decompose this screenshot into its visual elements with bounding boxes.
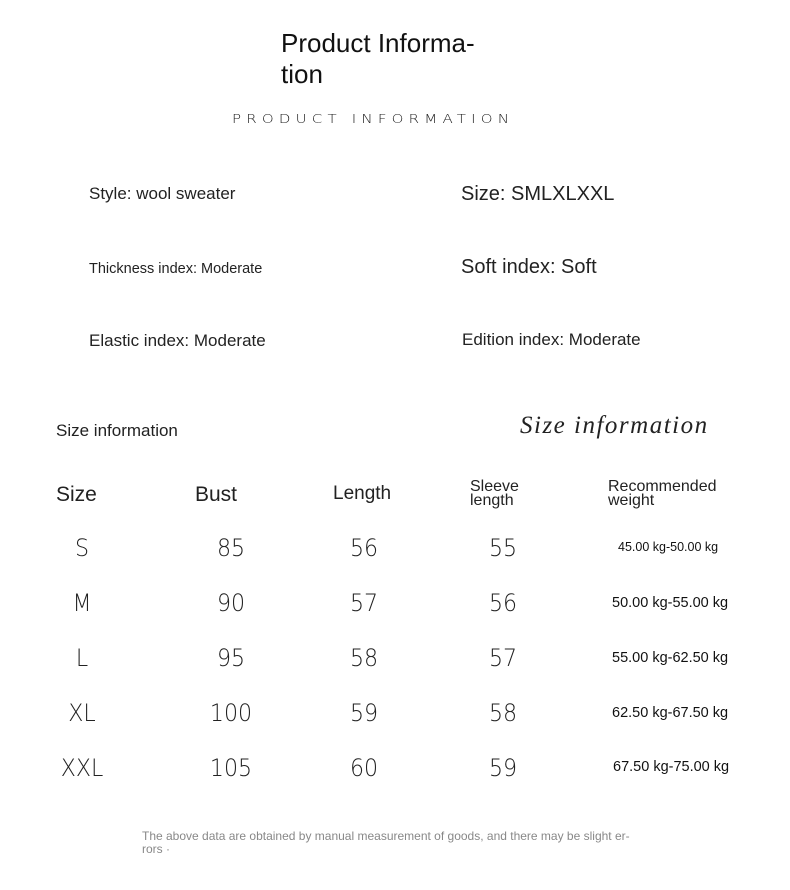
cell-length: 60 [349, 754, 379, 782]
cell-weight: 67.50 kg-75.00 kg [613, 759, 730, 775]
size-info-script-heading: Size information [520, 412, 709, 439]
cell-size: S [74, 534, 90, 562]
attr-elastic: Elastic index: Moderate [89, 331, 266, 350]
attr-size: Size: SMLXLXXL [461, 183, 615, 205]
cell-weight: 62.50 kg-67.50 kg [612, 705, 729, 721]
cell-weight: 50.00 kg-55.00 kg [612, 595, 729, 611]
attr-style: Style: wool sweater [89, 184, 236, 203]
col-header-sleeve: Sleeve length [470, 478, 519, 509]
cell-sleeve: 55 [488, 534, 518, 562]
cell-bust: 85 [216, 534, 246, 562]
cell-bust: 100 [209, 699, 253, 727]
attr-thickness: Thickness index: Moderate [89, 261, 263, 277]
cell-weight: 55.00 kg-62.50 kg [612, 650, 729, 666]
cell-sleeve: 57 [488, 644, 518, 672]
cell-length: 56 [349, 534, 379, 562]
attr-edition: Edition index: Moderate [462, 330, 641, 349]
cell-sleeve: 58 [488, 699, 518, 727]
col-header-size: Size [56, 483, 97, 506]
page-title [281, 28, 475, 90]
cell-bust: 90 [216, 589, 246, 617]
cell-size: XXL [60, 754, 104, 782]
cell-bust: 105 [209, 754, 253, 782]
cell-sleeve: 59 [488, 754, 518, 782]
col-header-length: Length [333, 483, 392, 504]
cell-length: 57 [349, 589, 379, 617]
cell-size: XL [68, 699, 96, 727]
measurement-footnote: The above data are obtained by manual measurement of goods, and there may be slight er-rors · [142, 829, 630, 856]
cell-size: L [75, 644, 89, 672]
col-header-weight: Recommended weight [608, 478, 717, 509]
cell-length: 58 [349, 644, 379, 672]
cell-sleeve: 56 [488, 589, 518, 617]
page-title-line-1: Product Informa- [281, 28, 475, 58]
page-title-line-2: tion [281, 59, 323, 89]
size-info-heading: Size information [56, 421, 178, 440]
cell-length: 59 [349, 699, 379, 727]
cell-bust: 95 [216, 644, 246, 672]
attr-soft: Soft index: Soft [461, 256, 597, 278]
cell-weight: 45.00 kg-50.00 kg [618, 540, 719, 554]
page-subtitle: PRODUCT INFORMATION [232, 111, 515, 127]
col-header-bust: Bust [195, 483, 238, 506]
cell-size: M [72, 589, 92, 617]
